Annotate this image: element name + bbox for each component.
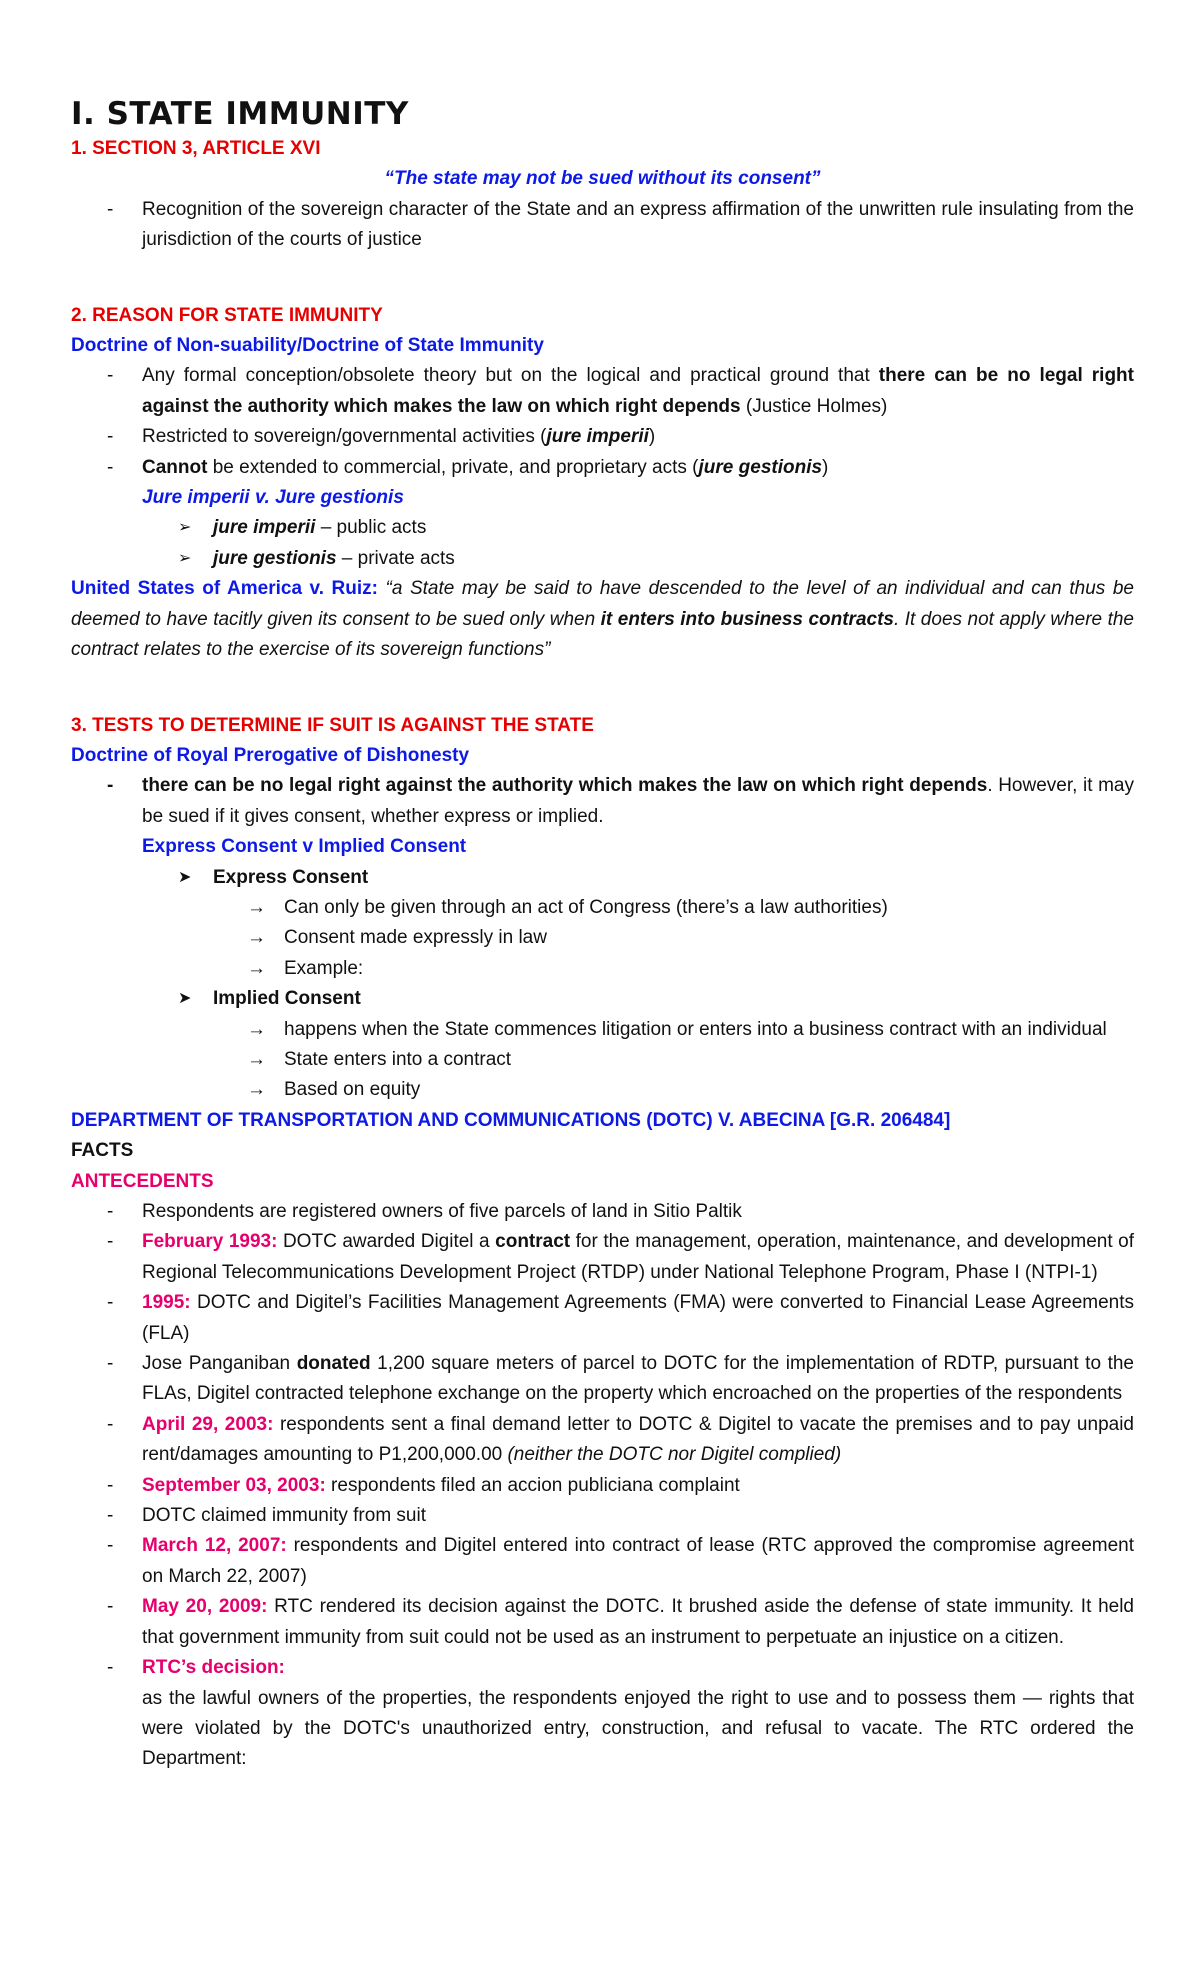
list-item (71, 1197, 1134, 1227)
list-item-text: (Justice Holmes) (740, 395, 888, 417)
list-item (71, 1592, 1134, 1653)
antecedents-label: ANTECEDENTS (71, 1170, 214, 1192)
date-label: September 03, 2003: (142, 1474, 326, 1496)
list-item-text: RTC rendered its decision against the DOTC. It brushed aside the defense of state immunity. It held that government immunity from suit could not be used as an instrument to perpetuate an injustice on a citizen. (142, 1596, 1135, 1648)
list-item-text: happens when the State commences litigation or enters into a business contract with an individual (284, 1018, 1107, 1040)
list-item-text: State enters into a contract (284, 1048, 512, 1070)
document-page (71, 96, 1134, 1775)
date-label: March 12, 2007: (142, 1535, 287, 1557)
list-item-text: respondents and Digitel entered into contract of lease (RTC approved the compromise agreement on March 22, 2007) (142, 1535, 1134, 1587)
list-item (71, 863, 1134, 893)
dash-bullet: - (107, 775, 114, 797)
rtc-decision-label: RTC’s decision: (142, 1657, 285, 1679)
list-item-text: Jose Panganiban (142, 1353, 297, 1375)
list-item (71, 771, 1134, 832)
arrow-bullet-icon: ➤ (178, 868, 192, 886)
list-item-text: Restricted to sovereign/governmental activities ( (142, 426, 547, 448)
list-item (71, 1349, 1134, 1410)
dash-bullet: - (107, 365, 114, 387)
right-arrow-icon: → (247, 1079, 266, 1101)
emphasis-text: donated (296, 1353, 371, 1375)
list-item-text: ) (648, 426, 656, 448)
list-item-text: as the lawful owners of the properties, the respondents enjoyed the right to use and to possess them — rights that were violated by the DOTC's unauthorized entry, construction, and refusal to vacate. The RTC ordered the Department: (142, 1687, 1134, 1770)
list-item-text: Recognition of the sovereign character of the State and an express affirmation of the unwritten rule insulating from the jurisdiction of the courts of justice (142, 198, 1134, 251)
list-item (71, 453, 1134, 483)
dash-bullet: - (107, 456, 114, 478)
definition-text: – private acts (336, 547, 455, 569)
case-title: DEPARTMENT OF TRANSPORTATION AND COMMUNICATIONS (DOTC) V. ABECINA [G.R. 206484] (71, 1109, 951, 1131)
list-item (71, 513, 1134, 543)
case-name: United States of America v. Ruiz: (71, 578, 378, 600)
date-label: May 20, 2009: (142, 1596, 268, 1618)
right-arrow-icon: → (247, 896, 266, 918)
emphasis-text: Cannot (142, 456, 208, 478)
emphasis-text: jure gestionis (698, 456, 823, 478)
list-item (71, 923, 1134, 953)
quote-text: “a State may be said to have descended to the level of an individual and can thus be deemed to have tacitly given its consent to be sued only when (71, 578, 1134, 630)
list-item (71, 954, 1134, 984)
right-arrow-icon: → (247, 927, 266, 949)
arrow-bullet-icon: ➢ (178, 549, 192, 567)
right-arrow-icon: → (247, 1048, 266, 1070)
list-item-text: Consent made expressly in law (284, 927, 547, 949)
list-item (71, 1045, 1134, 1075)
list-item-text: 1,200 square meters of parcel to DOTC for the implementation of RDTP, pursuant to the FLAs, Digitel contracted telephone exchange on the property which encroached on the properties of the respondents (142, 1353, 1134, 1405)
list-item-text: Respondents are registered owners of five parcels of land in Sitio Paltik (142, 1201, 742, 1222)
quote-text: . It does not apply where the contract relates to the exercise of its sovereign functions” (71, 608, 1134, 661)
emphasis-text: contract (495, 1231, 571, 1253)
arrow-bullet-icon: ➤ (178, 990, 192, 1008)
list-item (71, 1227, 1134, 1288)
list-item (71, 984, 1134, 1014)
list-item-text: Any formal conception/obsolete theory but on the logical and practical ground that (142, 365, 879, 387)
definition-text: – public acts (315, 517, 427, 539)
dash-bullet: - (107, 1201, 114, 1222)
page-title: I. STATE IMMUNITY (71, 96, 409, 132)
term-text: jure gestionis (213, 547, 337, 569)
express-consent-label: Express Consent (213, 866, 369, 888)
section-1-heading: 1. SECTION 3, ARTICLE XVI (71, 138, 321, 159)
list-item-text: be extended to commercial, private, and proprietary acts ( (207, 456, 699, 478)
list-item (71, 1531, 1134, 1592)
date-label: February 1993: (142, 1231, 278, 1253)
section-3-subheading: Doctrine of Royal Prerogative of Dishonesty (71, 744, 470, 766)
list-item (71, 544, 1134, 574)
note-text: (neither the DOTC nor Digitel complied) (507, 1444, 842, 1466)
date-label: 1995: (142, 1292, 191, 1314)
dash-bullet: - (107, 1231, 114, 1253)
case-citation-paragraph (71, 574, 1134, 665)
list-item-text: for the management, operation, maintenance, and development of Regional Telecommunications Development Project (RTDP) under National Telephone Program, Phase I (NTPI-1) (142, 1231, 1135, 1283)
emphasis-text: it enters into business contracts (600, 608, 894, 630)
dash-bullet: - (107, 1505, 114, 1527)
spacer (71, 256, 1134, 301)
list-item (71, 361, 1134, 422)
section-1-quote: “The state may not be sued without its consent” (384, 168, 821, 190)
emphasis-text: jure imperii (546, 426, 649, 448)
list-item (71, 1653, 1134, 1683)
list-item-text: respondents sent a final demand letter to DOTC & Digitel to vacate the premises and to pay unpaid rent/damages amounting to P1,200,000.00 (142, 1413, 1134, 1466)
implied-consent-label: Implied Consent (213, 988, 361, 1010)
term-text: jure imperii (213, 517, 316, 539)
right-arrow-icon: → (247, 1018, 266, 1040)
dash-bullet: - (107, 1657, 114, 1679)
list-item (71, 1410, 1134, 1471)
list-item (71, 1471, 1134, 1501)
section-2-subheading: Doctrine of Non-suability/Doctrine of State Immunity (71, 335, 544, 357)
list-item (71, 195, 1134, 256)
dash-bullet: - (107, 1596, 114, 1618)
list-item (71, 422, 1134, 452)
right-arrow-icon: → (247, 957, 266, 979)
emphasis-text: there can be no legal right against the authority which makes the law on which right depends (142, 775, 988, 797)
arrow-bullet-icon: ➢ (178, 519, 192, 537)
list-item (71, 1015, 1134, 1045)
dash-bullet: - (107, 1474, 114, 1496)
list-item-text: respondents filed an accion publiciana complaint (325, 1474, 740, 1496)
list-item (71, 1501, 1134, 1531)
dash-bullet: - (107, 426, 114, 448)
section-3-heading: 3. TESTS TO DETERMINE IF SUIT IS AGAINST THE STATE (71, 714, 594, 736)
dash-bullet: - (107, 1535, 114, 1557)
list-item-text: Example: (284, 957, 364, 979)
emphasis-text: there can be no legal right against the authority which makes the law on which right depends (142, 365, 1134, 417)
list-item-text: ) (822, 456, 829, 478)
list-item (71, 893, 1134, 923)
list-item-text: DOTC claimed immunity from suit (142, 1505, 426, 1527)
list-item-text: Based on equity (284, 1079, 421, 1101)
consent-heading: Express Consent v Implied Consent (142, 836, 467, 858)
dash-bullet: - (107, 1413, 114, 1435)
dash-bullet: - (107, 1292, 114, 1314)
dash-bullet: - (107, 198, 114, 220)
dash-bullet: - (107, 1353, 114, 1375)
list-item-text: Can only be given through an act of Congress (there’s a law authorities) (284, 896, 888, 918)
list-item (71, 1288, 1134, 1349)
paragraph (71, 1684, 1134, 1775)
list-item-text: DOTC awarded Digitel a (277, 1231, 496, 1253)
section-2-heading: 2. REASON FOR STATE IMMUNITY (71, 304, 383, 326)
list-item-text: . However, it may be sued if it gives consent, whether express or implied. (142, 775, 1134, 827)
spacer (71, 666, 1134, 711)
facts-label: FACTS (71, 1140, 134, 1162)
list-item (71, 1075, 1134, 1105)
date-label: April 29, 2003: (142, 1413, 274, 1435)
list-item-text: DOTC and Digitel’s Facilities Management Agreements (FMA) were converted to Financial Lease Agreements (FLA) (142, 1292, 1134, 1344)
comparison-heading: Jure imperii v. Jure gestionis (142, 487, 404, 509)
